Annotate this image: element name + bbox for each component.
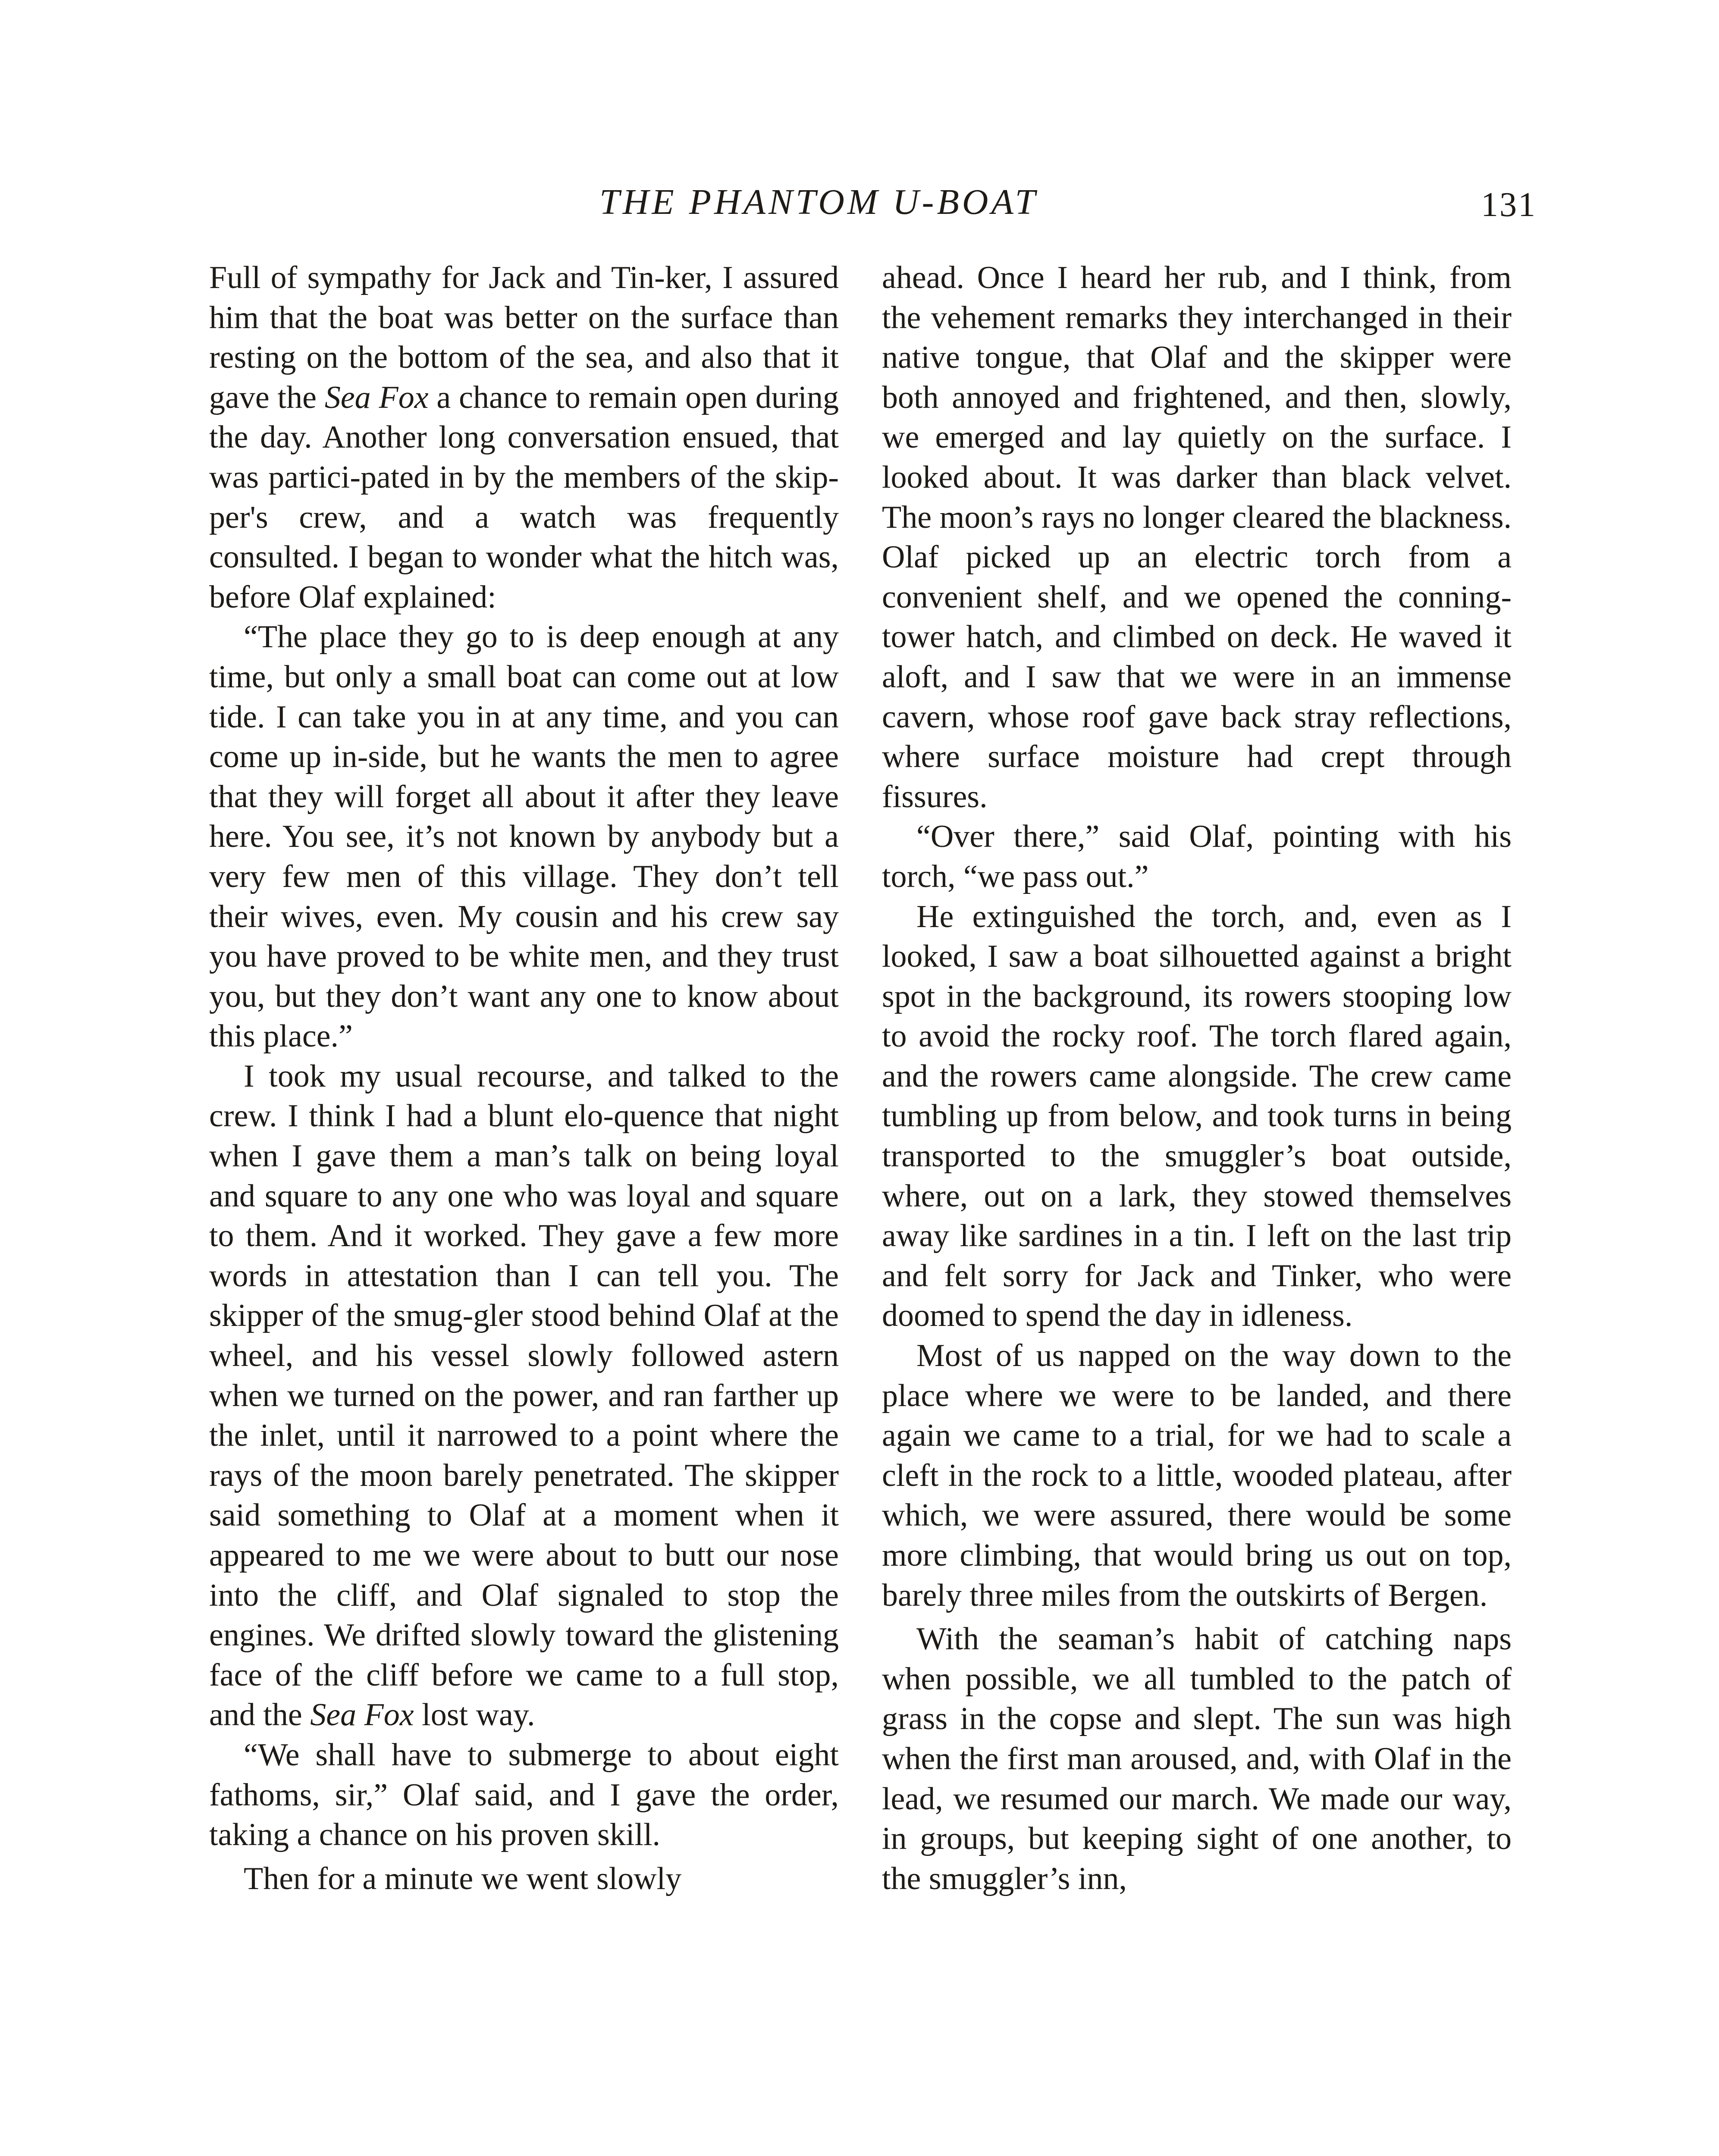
paragraph: ahead. Once I heard her rub, and I think, from the vehement remarks they interchanged in their native tongue, that Olaf and the skipper were both annoyed and frightened, and then, slowly, we emerged and lay quietly on the surface. I looked about. It was darker than black velvet. The moon’s rays no longer cleared the blackness. Olaf picked up an electric torch from a convenient shelf, and we opened the conning-tower hatch, and climbed on deck. He waved it aloft, and I saw that we were in an immense cavern, whose roof gave back stray reflections, where surface moisture had crept through fissures. bbox=[882, 260, 1512, 815]
paragraph bbox=[209, 258, 839, 617]
text-run: lost way. bbox=[414, 1697, 535, 1733]
text-run: a chance to remain open during the day. Another long conversation ensued, that was partici-pated in by the members of the skip-per's crew, and a watch was frequently consulted. I began to wonder what the hitch was, before Olaf explained: bbox=[209, 379, 839, 615]
paragraph: Then for a minute we went slowly bbox=[244, 1861, 682, 1896]
running-title: THE PHANTOM U-BOAT bbox=[599, 182, 1038, 222]
paragraph: With the seaman’s habit of catching naps when possible, we all tumbled to the patch of grass in the copse and slept. The sun was high when the first man aroused, and, with Olaf in the lead, we resumed our march. We made our way, in groups, but keeping sight of one another, to the smuggler’s inn, bbox=[882, 1621, 1512, 1896]
ship-name: Sea Fox bbox=[310, 1697, 414, 1733]
ship-name: Sea Fox bbox=[324, 379, 429, 415]
paragraph bbox=[209, 1056, 839, 1735]
left-column bbox=[209, 258, 839, 1899]
text-run: I took my usual recourse, and talked to the crew. I think I had a blunt elo-quence that night when I gave them a man’s talk on being loyal and square to any one who was loyal and square to them. And it worked. They gave a few more words in attestation than I can tell you. The skipper of the smug-gler stood behind Olaf at the wheel, and his vessel slowly followed astern when we turned on the power, and ran farther up the inlet, until it narrowed to a point where the rays of the moon barely penetrated. The skipper said something to Olaf at a moment when it appeared to me we were about to butt our nose into the cliff, and Olaf signaled to stop the engines. We drifted slowly toward the glistening face of the cliff before we came to a full stop, and the bbox=[209, 1058, 839, 1733]
paragraph: “Over there,” said Olaf, pointing with his torch, “we pass out.” bbox=[882, 819, 1512, 894]
paragraph: “The place they go to is deep enough at any time, but only a small boat can come out at low tide. I can take you in at any time, and you can come up in-side, but he wants the men to agree that they will forget all about it after they leave here. You see, it’s not known by anybody but a very few men of this village. They don’t tell their wives, even. My cousin and his crew say you have proved to be white men, and they trust you, but they don’t want any one to know about this place.” bbox=[209, 619, 839, 1054]
text-run: Full of sympathy for Jack and Tin-ker, I assured him that the boat was better on the surface than resting on the bottom of the sea, and also that it gave the bbox=[209, 260, 839, 415]
paragraph: He extinguished the torch, and, even as I looked, I saw a boat silhouetted against a bright spot in the background, its rowers stooping low to avoid the rocky roof. The torch flared again, and the rowers came alongside. The crew came tumbling up from below, and took turns in being transported to the smuggler’s boat outside, where, out on a lark, they stowed themselves away like sardines in a tin. I left on the last trip and felt sorry for Jack and Tinker, who were doomed to spend the day in idleness. bbox=[882, 899, 1512, 1334]
paragraph: “We shall have to submerge to about eight fathoms, sir,” Olaf said, and I gave the order, taking a chance on his proven skill. bbox=[209, 1737, 839, 1853]
right-column bbox=[882, 258, 1512, 1899]
paragraph: Most of us napped on the way down to the place where we were to be landed, and there again we came to a trial, for we had to scale a cleft in the rock to a little, wooded plateau, after which, we were assured, there would be some more climbing, that would bring us out on top, barely three miles from the outskirts of Bergen. bbox=[882, 1338, 1512, 1613]
page-number: 131 bbox=[1481, 186, 1537, 224]
